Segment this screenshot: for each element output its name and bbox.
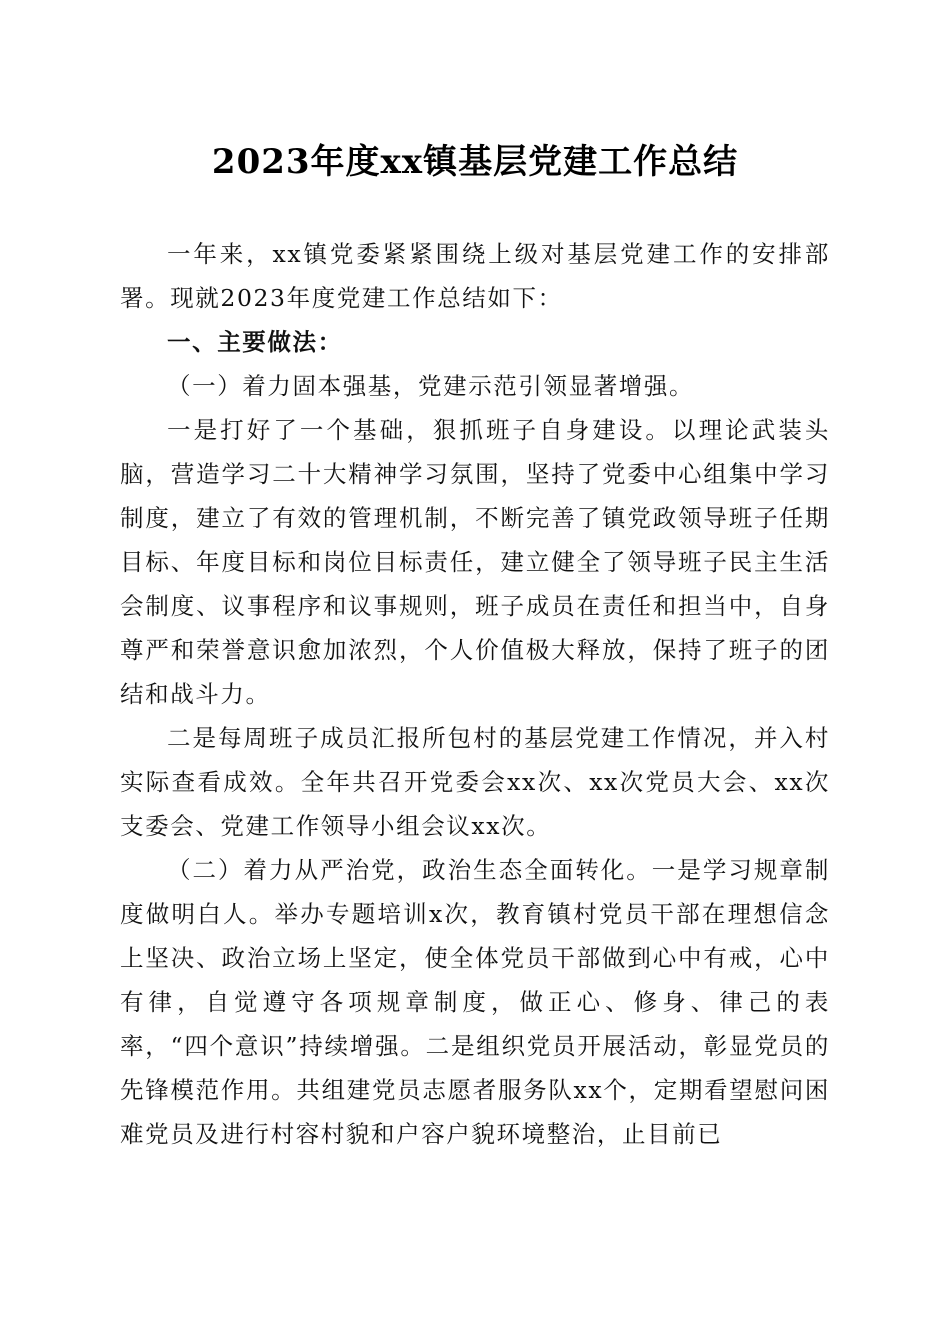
paragraph-1-lead: 一是打好了一个基础，狠抓班子自身建设。 bbox=[167, 416, 672, 444]
paragraph-2 bbox=[120, 716, 830, 848]
paragraph-3 bbox=[120, 848, 830, 1156]
section-heading-main-practices: 一、主要做法： bbox=[167, 328, 343, 356]
document-title: 2023年度xx镇基层党建工作总结 bbox=[211, 142, 739, 182]
paragraph-1-body: 以理论武装头脑，营造学习二十大精神学习氛围，坚持了党委中心组集中学习制度，建立了有效的管理机制，不断完善了镇党政领导班子任期目标、年度目标和岗位目标责任，建立健全了领导班子民主生活会制度、议事程序和议事规则，班子成员在责任和担当中，自身尊严和荣誉意识愈加浓烈，个人价值极大释放，保持了班子的团结和战斗力。 bbox=[120, 416, 830, 708]
intro-paragraph: 一年来，xx镇党委紧紧围绕上级对基层党建工作的安排部署。现就2023年度党建工作总结如下： bbox=[120, 240, 830, 312]
subsection-heading-1: （一）着力固本强基，党建示范引领显著增强。 bbox=[167, 372, 695, 400]
paragraph-2-lead: 二是每周班子成员汇报所包村的基层党建工作情况，并入村实际查看成效。 bbox=[120, 724, 830, 796]
paragraph-2-body: 全年共召开党委会xx次、xx次党员大会、xx次支委会、党建工作领导小组会议xx次。 bbox=[120, 768, 831, 840]
document-body bbox=[120, 232, 830, 1156]
subsection-heading-2: （二）着力从严治党，政治生态全面转化。 bbox=[167, 856, 652, 884]
paragraph-3-body: 一是学习规章制度做明白人。举办专题培训x次，教育镇村党员干部在理想信念上坚决、政治立场上坚定，使全体党员干部做到心中有戒，心中有律，自觉遵守各项规章制度，做正心、修身、律己的表率，“四个意识”持续增强。二是组织党员开展活动，彰显党员的先锋模范作用。共组建党员志愿者服务队xx个，定期看望慰问困难党员及进行村容村貌和户容户貌环境整治，止目前已 bbox=[120, 856, 830, 1148]
paragraph-1 bbox=[120, 408, 830, 716]
